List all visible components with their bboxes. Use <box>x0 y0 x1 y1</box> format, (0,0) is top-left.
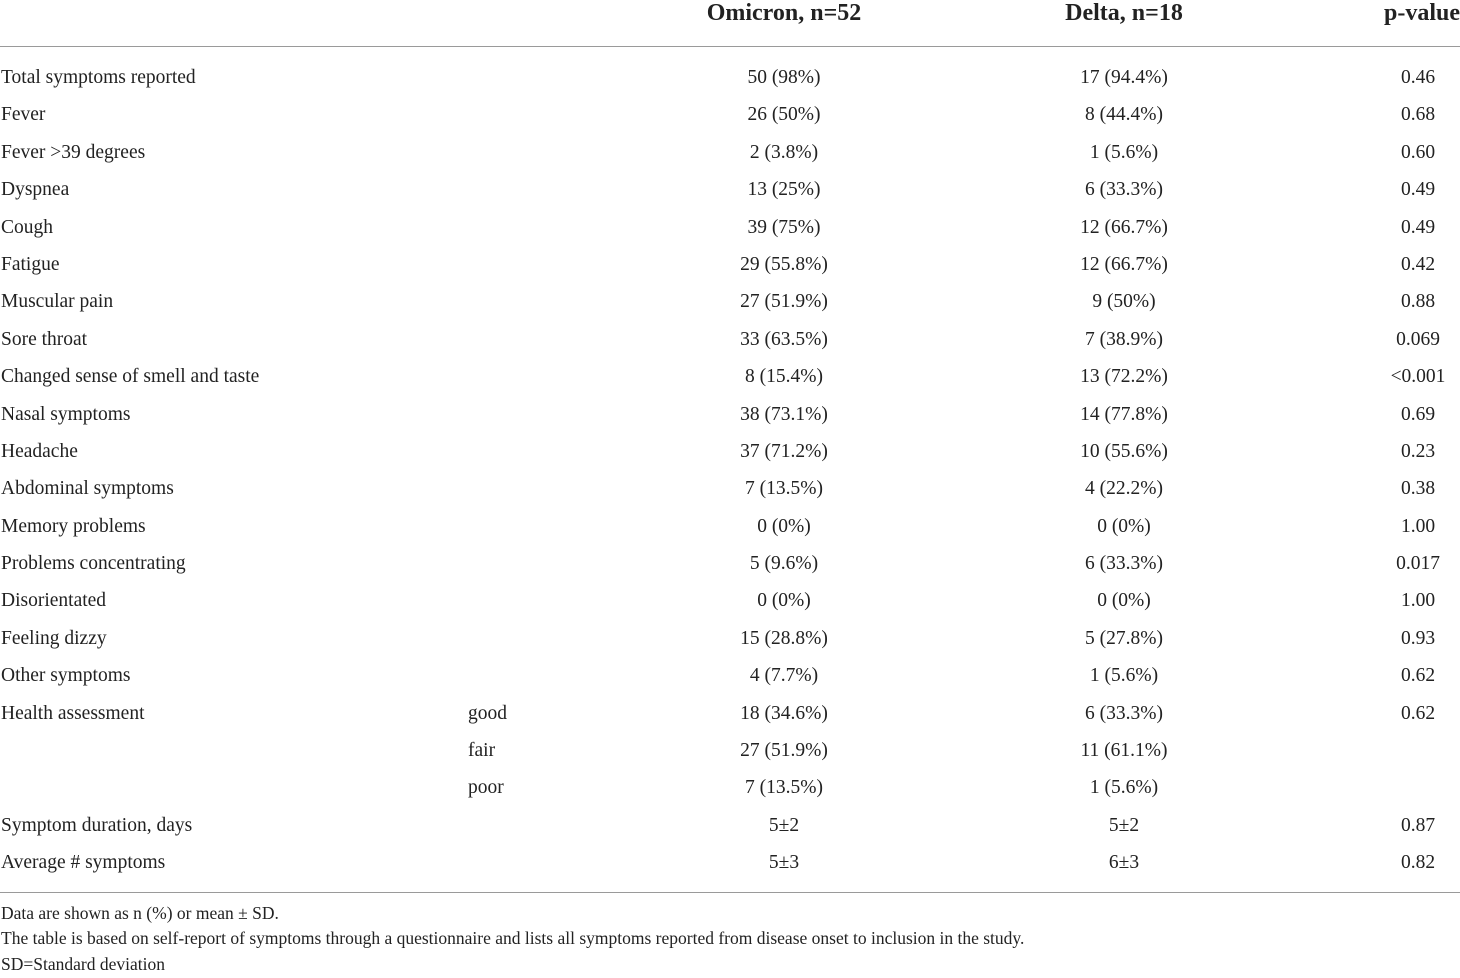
omicron-value: 7 (13.5%) <box>745 478 823 500</box>
omicron-value: 5 (9.6%) <box>749 553 819 575</box>
row-label: Disorientated <box>1 590 107 612</box>
row-label: Nasal symptoms <box>1 403 131 425</box>
footnote: Data are shown as n (%) or mean ± SD. <box>1 902 279 923</box>
p-value: 0.38 <box>1400 478 1436 500</box>
p-value: 0.88 <box>1400 291 1436 313</box>
p-value: 0.23 <box>1400 440 1436 462</box>
table-header-row <box>0 0 1460 46</box>
delta-value: 11 (61.1%) <box>1080 740 1168 762</box>
row-label: Muscular pain <box>1 291 114 313</box>
delta-value: 1 (5.6%) <box>1089 665 1159 687</box>
delta-value: 1 (5.6%) <box>1089 777 1159 799</box>
table-row <box>0 508 1460 545</box>
table-row <box>0 545 1460 582</box>
omicron-value: 7 (13.5%) <box>745 777 823 799</box>
table-row <box>0 283 1460 320</box>
p-value: 0.87 <box>1400 814 1436 836</box>
p-value: 0.017 <box>1396 553 1440 575</box>
p-value: 0.42 <box>1400 253 1436 275</box>
delta-value: 13 (72.2%) <box>1080 366 1168 388</box>
row-label: Fever >39 degrees <box>1 141 146 163</box>
p-value: 0.069 <box>1396 328 1440 350</box>
delta-value: 12 (66.7%) <box>1080 216 1168 238</box>
delta-value: 6 (33.3%) <box>1085 553 1163 575</box>
omicron-value: 38 (73.1%) <box>740 403 828 425</box>
row-label: Fever <box>1 104 46 126</box>
table-row <box>0 396 1460 433</box>
p-value: 0.62 <box>1400 665 1436 687</box>
header-omicron: Omicron, n=52 <box>706 0 862 26</box>
p-value: 1.00 <box>1400 515 1436 537</box>
delta-value: 0 (0%) <box>1097 590 1151 612</box>
delta-value: 14 (77.8%) <box>1080 403 1168 425</box>
omicron-value: 39 (75%) <box>747 216 821 238</box>
p-value: 0.93 <box>1400 627 1436 649</box>
row-label: Dyspnea <box>1 179 70 201</box>
table-row <box>0 209 1460 246</box>
table-row <box>0 59 1460 96</box>
row-sublabel: fair <box>468 740 496 762</box>
p-value: <0.001 <box>1390 366 1446 388</box>
delta-value: 6 (33.3%) <box>1085 179 1163 201</box>
delta-value: 0 (0%) <box>1097 515 1151 537</box>
p-value: 0.82 <box>1400 852 1436 874</box>
omicron-value: 4 (7.7%) <box>749 665 819 687</box>
omicron-value: 37 (71.2%) <box>740 440 828 462</box>
row-label: Changed sense of smell and taste <box>1 366 260 388</box>
table-row <box>0 657 1460 694</box>
table-body <box>0 47 1460 882</box>
omicron-value: 5±2 <box>768 814 800 836</box>
omicron-value: 26 (50%) <box>747 104 821 126</box>
table-row <box>0 695 1460 732</box>
row-sublabel: poor <box>468 777 504 799</box>
omicron-value: 15 (28.8%) <box>740 627 828 649</box>
table-row <box>0 769 1460 806</box>
header-p-value: p-value <box>1383 0 1460 26</box>
row-label: Sore throat <box>1 328 88 350</box>
header-delta: Delta, n=18 <box>1065 0 1183 26</box>
row-label: Problems concentrating <box>1 553 186 575</box>
table-row <box>0 134 1460 171</box>
omicron-value: 29 (55.8%) <box>740 253 828 275</box>
row-label: Feeling dizzy <box>1 627 107 649</box>
delta-value: 9 (50%) <box>1092 291 1156 313</box>
p-value: 0.46 <box>1400 67 1436 88</box>
row-label: Headache <box>1 440 78 462</box>
omicron-value: 2 (3.8%) <box>749 141 819 163</box>
delta-value: 5±2 <box>1108 814 1140 836</box>
footnote: The table is based on self-report of symptoms through a questionnaire and lists all symptoms reported from disease onset to inclusion in the study. <box>1 928 1025 949</box>
delta-value: 17 (94.4%) <box>1080 67 1168 88</box>
omicron-value: 0 (0%) <box>757 515 811 537</box>
delta-value: 8 (44.4%) <box>1085 104 1163 126</box>
row-label: Health assessment <box>1 702 145 724</box>
table-row <box>0 171 1460 208</box>
omicron-value: 0 (0%) <box>757 590 811 612</box>
table-row <box>0 433 1460 470</box>
p-value: 0.60 <box>1400 141 1436 163</box>
row-label: Average # symptoms <box>1 852 166 874</box>
delta-value: 6 (33.3%) <box>1085 702 1163 724</box>
table-row <box>0 844 1460 881</box>
row-label: Abdominal symptoms <box>1 478 174 500</box>
omicron-value: 33 (63.5%) <box>740 328 828 350</box>
omicron-value: 50 (98%) <box>747 67 821 88</box>
delta-value: 1 (5.6%) <box>1089 141 1159 163</box>
delta-value: 12 (66.7%) <box>1080 253 1168 275</box>
delta-value: 4 (22.2%) <box>1085 478 1163 500</box>
delta-value: 10 (55.6%) <box>1080 440 1168 462</box>
row-label: Cough <box>1 216 54 238</box>
omicron-value: 27 (51.9%) <box>740 740 828 762</box>
row-label: Total symptoms reported <box>1 67 196 88</box>
delta-value: 7 (38.9%) <box>1085 328 1163 350</box>
p-value: 0.49 <box>1400 216 1436 238</box>
p-value: 0.49 <box>1400 179 1436 201</box>
p-value: 0.69 <box>1400 403 1436 425</box>
table-row <box>0 246 1460 283</box>
delta-value: 6±3 <box>1108 852 1140 874</box>
table-row <box>0 470 1460 507</box>
table-footnotes <box>0 893 1460 978</box>
omicron-value: 27 (51.9%) <box>740 291 828 313</box>
row-label: Fatigue <box>1 253 60 275</box>
omicron-value: 8 (15.4%) <box>745 366 823 388</box>
omicron-value: 13 (25%) <box>747 179 821 201</box>
p-value: 1.00 <box>1400 590 1436 612</box>
table-row <box>0 96 1460 133</box>
omicron-value: 5±3 <box>768 852 800 874</box>
table-row <box>0 732 1460 769</box>
row-label: Other symptoms <box>1 665 131 687</box>
footnote: SD=Standard deviation <box>1 953 165 974</box>
table-row <box>0 358 1460 395</box>
table-row <box>0 620 1460 657</box>
table-row <box>0 321 1460 358</box>
table-row <box>0 807 1460 844</box>
table-row <box>0 582 1460 619</box>
p-value: 0.62 <box>1400 702 1436 724</box>
delta-value: 5 (27.8%) <box>1085 627 1163 649</box>
omicron-value: 18 (34.6%) <box>740 702 828 724</box>
row-sublabel: good <box>468 702 507 724</box>
p-value: 0.68 <box>1400 104 1436 126</box>
row-label: Symptom duration, days <box>1 814 193 836</box>
row-label: Memory problems <box>1 515 146 537</box>
